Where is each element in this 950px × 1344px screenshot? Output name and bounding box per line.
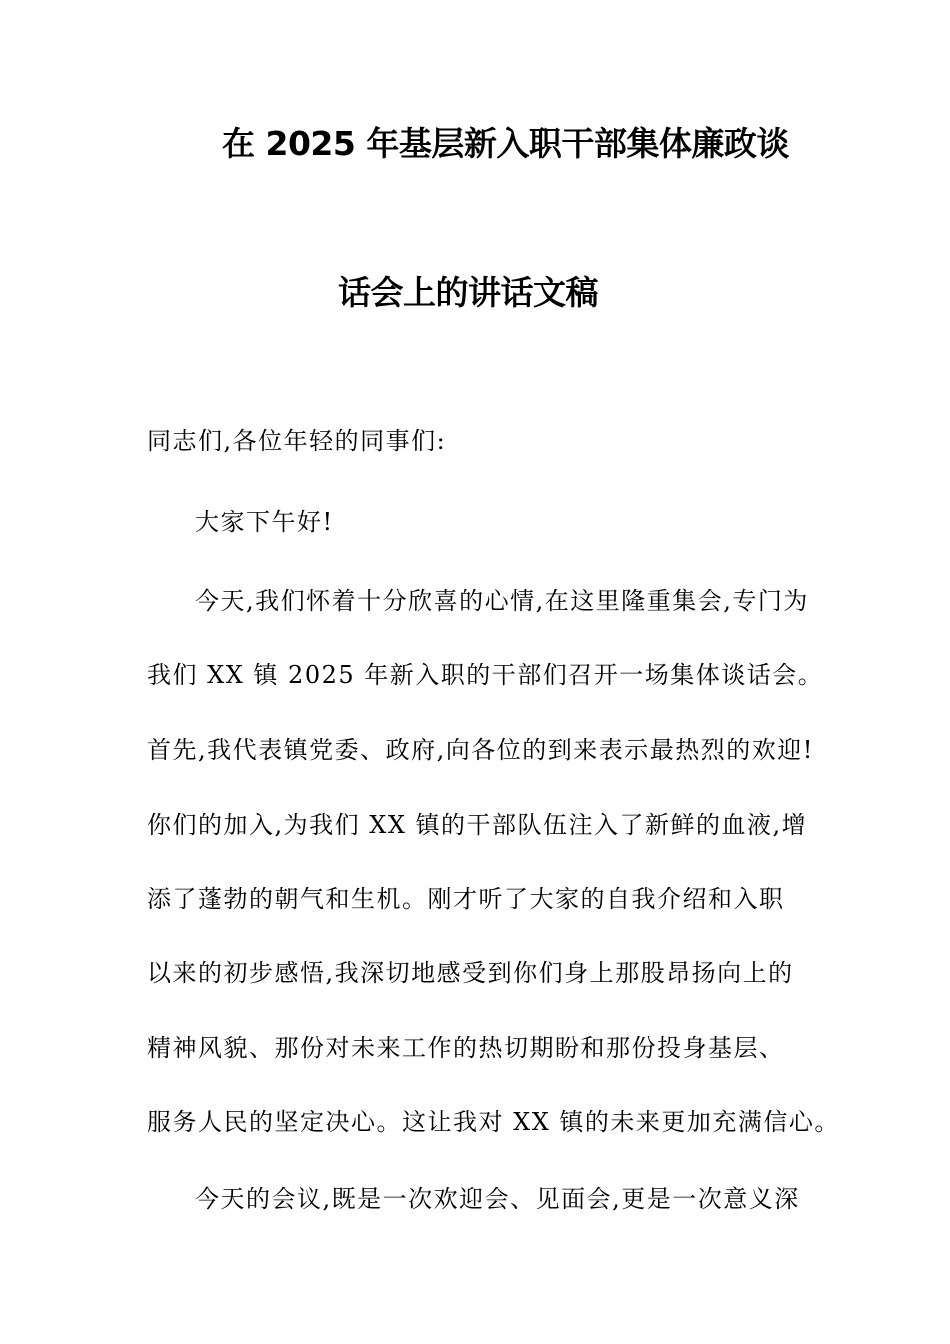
body-line-9: 今天的会议,既是一次欢迎会、见面会,更是一次意义深 [195, 1185, 800, 1213]
body-line-8: 服务人民的坚定决心。这让我对 XX 镇的未来更加充满信心。 [147, 1108, 840, 1136]
body-line-5: 添了蓬勃的朝气和生机。刚才听了大家的自我介绍和入职 [147, 885, 785, 913]
title-line-1: 在 2025 年基层新入职干部集体廉政谈 [222, 124, 789, 163]
greeting: 大家下午好! [195, 508, 334, 536]
salutation: 同志们,各位年轻的同事们: [147, 427, 447, 455]
body-line-3: 首先,我代表镇党委、政府,向各位的到来表示最热烈的欢迎! [147, 736, 814, 764]
title-line-2: 话会上的讲话文稿 [338, 273, 598, 312]
body-line-1: 今天,我们怀着十分欣喜的心情,在这里隆重集会,专门为 [195, 587, 809, 615]
body-line-2: 我们 XX 镇 2025 年新入职的干部们召开一场集体谈话会。 [147, 661, 824, 689]
body-line-7: 精神风貌、那份对未来工作的热切期盼和那份投身基层、 [147, 1034, 785, 1062]
body-line-6: 以来的初步感悟,我深切地感受到你们身上那股昂扬向上的 [147, 959, 794, 987]
body-line-4: 你们的加入,为我们 XX 镇的干部队伍注入了新鲜的血液,增 [147, 811, 808, 839]
